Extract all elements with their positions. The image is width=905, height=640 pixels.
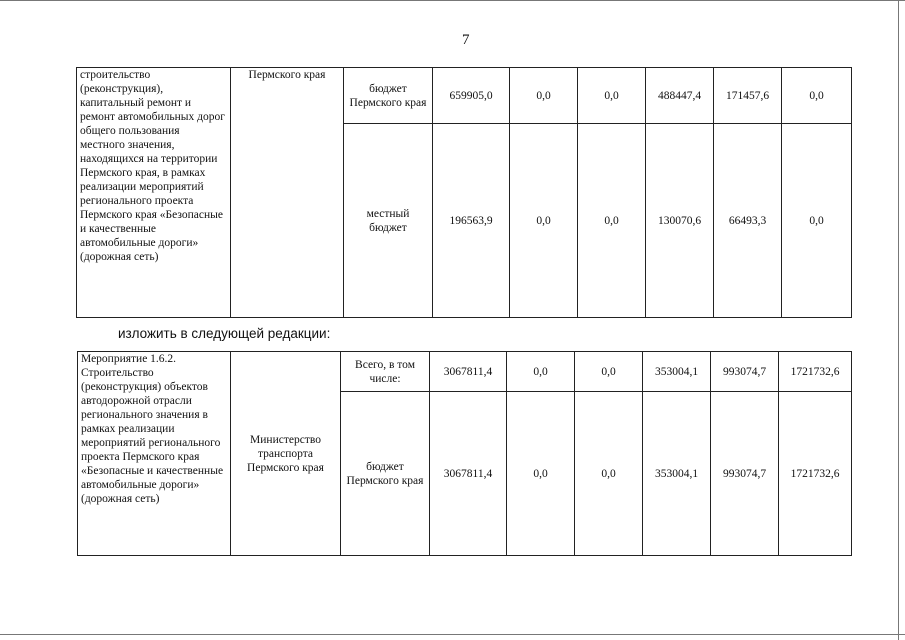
funding-source-cell: бюджет Пермского края bbox=[341, 392, 430, 556]
value-cell: 0,0 bbox=[782, 68, 852, 124]
value-cell: 0,0 bbox=[575, 392, 643, 556]
table-row bbox=[78, 352, 852, 392]
funding-source-cell: местный бюджет bbox=[344, 124, 433, 318]
value-cell: 0,0 bbox=[575, 352, 643, 392]
value-cell: 353004,1 bbox=[643, 392, 711, 556]
funding-source-cell: бюджет Пермского края bbox=[344, 68, 433, 124]
value-cell: 3067811,4 bbox=[430, 352, 507, 392]
scan-edge-mark bbox=[898, 0, 899, 640]
value-cell: 488447,4 bbox=[646, 68, 714, 124]
table-row bbox=[77, 68, 852, 124]
value-cell: 0,0 bbox=[507, 392, 575, 556]
scan-edge-mark bbox=[0, 0, 905, 1]
value-cell: 3067811,4 bbox=[430, 392, 507, 556]
value-cell: 0,0 bbox=[782, 124, 852, 318]
budget-table-old bbox=[76, 67, 852, 318]
activity-description: Мероприятие 1.6.2. Строительство (реконструкция) объектов автодорожной отрасли регионального значения в рамках реализации мероприятий регионального проекта Пермского края «Безопасные и качественные автомобильные дороги» (дорожная сеть) bbox=[78, 352, 231, 556]
value-cell: 1721732,6 bbox=[779, 392, 852, 556]
funding-source-cell: Всего, в том числе: bbox=[341, 352, 430, 392]
value-cell: 353004,1 bbox=[643, 352, 711, 392]
value-cell: 171457,6 bbox=[714, 68, 782, 124]
executor-cell: Пермского края bbox=[231, 68, 344, 318]
value-cell: 0,0 bbox=[578, 68, 646, 124]
value-cell: 66493,3 bbox=[714, 124, 782, 318]
page-number: 7 bbox=[462, 32, 470, 48]
budget-table-new bbox=[77, 351, 852, 556]
value-cell: 0,0 bbox=[510, 124, 578, 318]
activity-description: строительство (реконструкция), капитальный ремонт и ремонт автомобильных дорог общего пользования местного значения, находящихся на территории Пермского края, в рамках реализации мероприятий регионального проекта Пермского края «Безопасные и качественные автомобильные дороги» (дорожная сеть) bbox=[77, 68, 231, 318]
value-cell: 993074,7 bbox=[711, 392, 779, 556]
scan-edge-mark bbox=[0, 634, 905, 635]
value-cell: 0,0 bbox=[507, 352, 575, 392]
executor-cell: Министерство транспорта Пермского края bbox=[231, 352, 341, 556]
value-cell: 659905,0 bbox=[433, 68, 510, 124]
value-cell: 196563,9 bbox=[433, 124, 510, 318]
value-cell: 1721732,6 bbox=[779, 352, 852, 392]
instruction-text: изложить в следующей редакции: bbox=[118, 326, 331, 341]
value-cell: 0,0 bbox=[510, 68, 578, 124]
value-cell: 993074,7 bbox=[711, 352, 779, 392]
value-cell: 130070,6 bbox=[646, 124, 714, 318]
value-cell: 0,0 bbox=[578, 124, 646, 318]
